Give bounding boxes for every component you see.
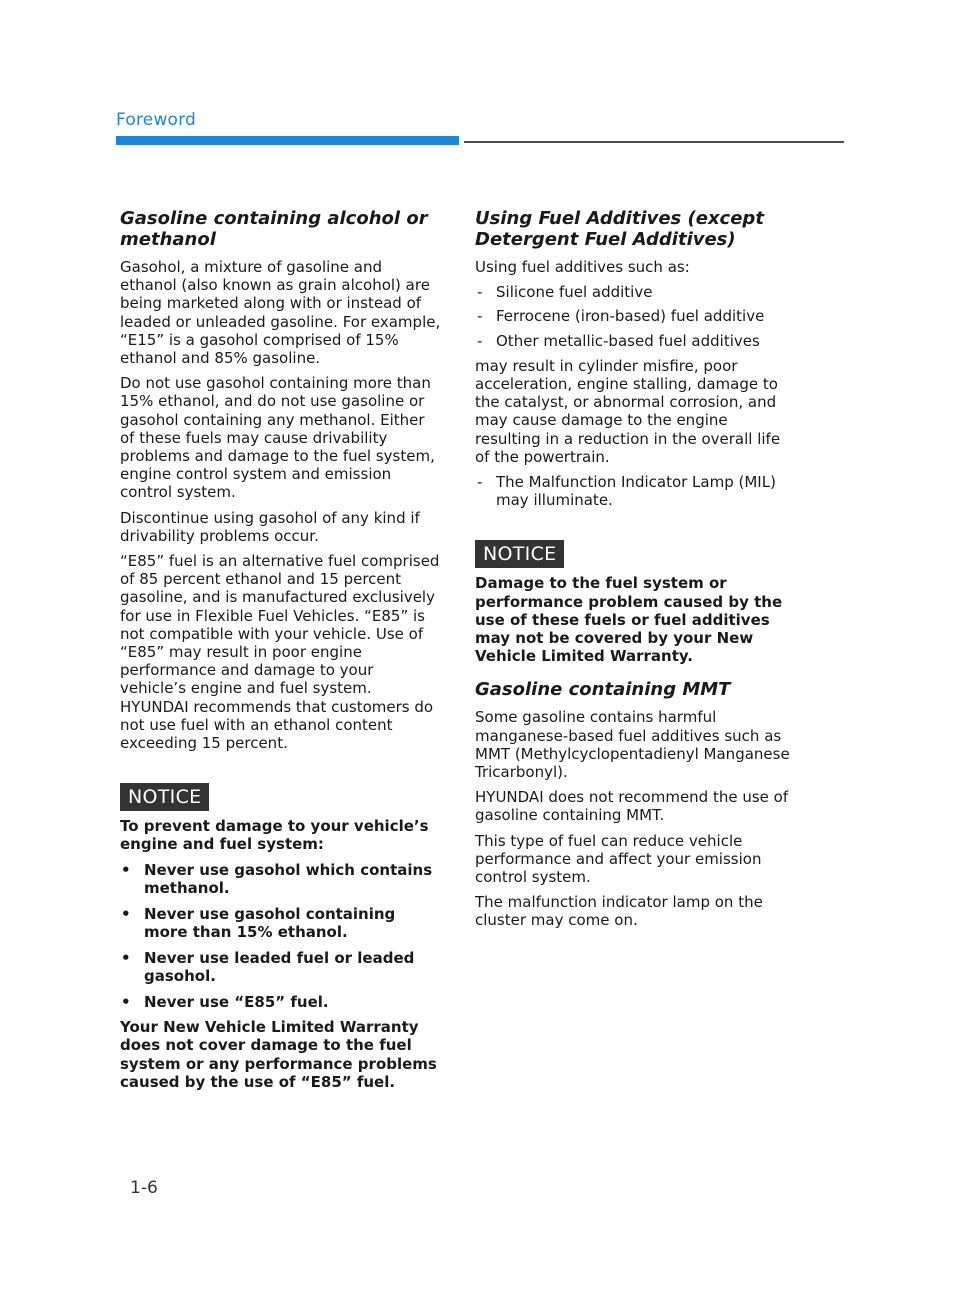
list-item: - Other metallic-based fuel additives <box>477 331 760 350</box>
paragraph-e85: “E85” fuel is an alternative fuel comprised of 85 percent ethanol and 15 percent gasoline, and is manufactured exclusively for use in Flexible Fuel Vehicles. “E85” is not compatible with your vehicle. Use of “E85” may result in poor engine performance and damage to your vehicle’s engine and fuel system. HYUNDAI recommends that customers do not use fuel with an ethanol content exceeding 15 percent. <box>120 552 440 753</box>
notice-warranty: Your New Vehicle Limited Warranty does not cover damage to the fuel system or any performance problems caused by the use of “E85” fuel. <box>120 1018 437 1091</box>
bullet-icon: • <box>121 904 131 923</box>
dash-icon: - <box>477 283 483 302</box>
paragraph-gasohol-definition: Gasohol, a mixture of gasoline and ethanol (also known as grain alcohol) are being marketed along with or instead of leaded or unleaded gasoline. For example, “E15” is a gasohol comprised of 15% ethanol and 85% gasoline. <box>120 258 441 368</box>
dash-icon: - <box>477 473 483 492</box>
page-number: 1-6 <box>130 1178 158 1198</box>
bullet-icon: • <box>121 860 131 879</box>
additives-list <box>475 283 795 350</box>
mil-list <box>475 473 795 509</box>
paragraph-gasohol-warning: Do not use gasohol containing more than 15% ethanol, and do not use gasoline or gasohol containing any methanol. Either of these fuels may cause drivability problems and damage to the fuel system, engine control system and emission control system. <box>120 374 435 502</box>
list-item: - Ferrocene (iron-based) fuel additive <box>477 307 765 326</box>
bullet-icon: • <box>121 992 131 1011</box>
list-item: • Never use “E85” fuel. <box>121 992 329 1011</box>
paragraph-mmt-3: This type of fuel can reduce vehicle performance and affect your emission control system. <box>475 831 762 887</box>
list-item: - The Malfunction Indicator Lamp (MIL) may illuminate. <box>477 473 776 510</box>
notice-text: Damage to the fuel system or performance problem caused by the use of these fuels or fuel additives may not be covered by your New Vehicle Limited Warranty. <box>475 574 783 666</box>
list-item: • Never use leaded fuel or leaded gasohol. <box>121 948 415 986</box>
bullet-icon: • <box>121 948 131 967</box>
paragraph-additives-intro: Using fuel additives such as: <box>475 258 690 276</box>
heading-mmt: Gasoline containing MMT <box>475 679 731 701</box>
dash-icon: - <box>477 307 483 326</box>
heading-gasoline-alcohol: Gasoline containing alcohol or methanol <box>120 208 428 250</box>
list-item: • Never use gasohol which contains methanol. <box>121 860 433 898</box>
paragraph-mmt-2: HYUNDAI does not recommend the use of gasoline containing MMT. <box>475 788 789 825</box>
heading-fuel-additives: Using Fuel Additives (except Detergent Fuel Additives) <box>475 208 764 250</box>
notice-badge: NOTICE <box>475 540 564 568</box>
paragraph-additives-result: may result in cylinder misfire, poor acceleration, engine stalling, damage to the catalyst, or abnormal corrosion, and may cause damage to the engine resulting in a reduction in the overall life of the powertrain. <box>475 356 781 466</box>
left-column <box>120 208 442 1098</box>
paragraph-mmt-1: Some gasoline contains harmful manganese-based fuel additives such as MMT (Methylcyclopentadienyl Manganese Tricarbonyl). <box>475 708 790 782</box>
header-accent-bar <box>116 136 459 145</box>
notice-intro: To prevent damage to your vehicle’s engine and fuel system: <box>120 817 429 854</box>
paragraph-mmt-4: The malfunction indicator lamp on the cluster may come on. <box>475 893 763 930</box>
header-divider-line <box>464 141 844 143</box>
notice-badge: NOTICE <box>120 783 209 811</box>
section-title: Foreword <box>116 110 197 130</box>
notice-bullet-list <box>120 861 442 1012</box>
right-column <box>475 208 795 937</box>
list-item: - Silicone fuel additive <box>477 283 653 302</box>
dash-icon: - <box>477 331 483 350</box>
list-item: • Never use gasohol containing more than 15% ethanol. <box>121 904 396 942</box>
paragraph-discontinue: Discontinue using gasohol of any kind if drivability problems occur. <box>120 508 420 545</box>
